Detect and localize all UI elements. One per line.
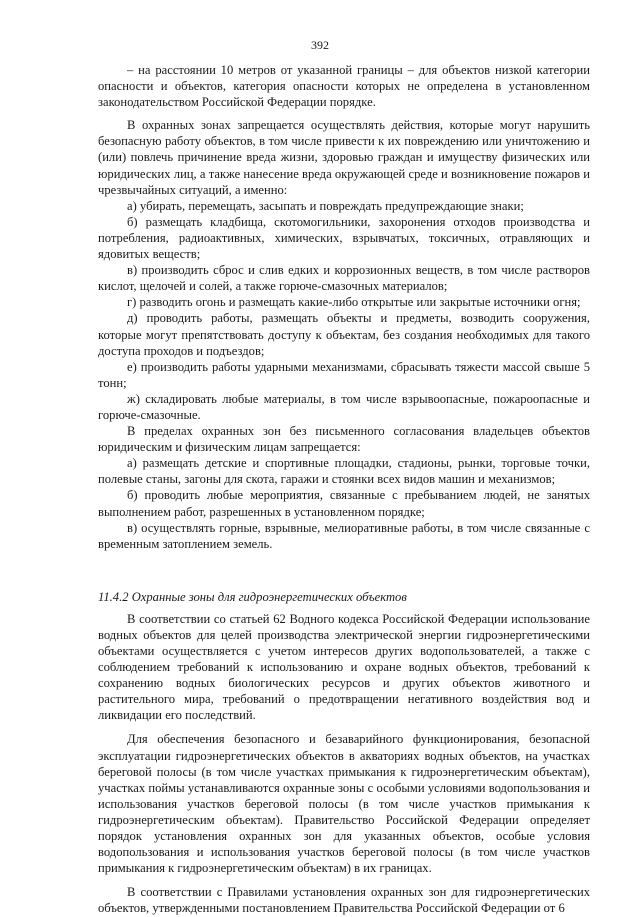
document-body xyxy=(98,62,590,917)
paragraph: – на расстоянии 10 метров от указанной границы – для объектов низкой категории опасности и объектов, категория опасности которых не определена в установленном законодательством Российской Федерации порядке. xyxy=(98,63,590,110)
paragraph: В соответствии со статьей 62 Водного кодекса Российской Федерации использование водных объектов для целей производства электрической энергии гидроэнергетическими объектами осуществляется с учетом интересов других водопользователей, а также с соблюдением требований к использованию и охране водных объектов, требований к сохранению водных биологических ресурсов и других объектов животного и растительного мира, требований о предотвращении негативного воздействия вод и ликвидации его последствий. xyxy=(98,611,590,723)
list-item: в) осуществлять горные, взрывные, мелиоративные работы, в том числе связанные с временным затоплением земель. xyxy=(98,520,590,551)
list-item: б) размещать кладбища, скотомогильники, захоронения отходов производства и потребления, радиоактивных, химических, взрывчатых, токсичных, отравляющих и ядовитых веществ; xyxy=(98,214,590,262)
list-item: б) проводить любые мероприятия, связанные с пребыванием людей, не занятых выполнением работ, разрешенных в установленном порядке; xyxy=(98,488,590,519)
page-number: 392 xyxy=(311,38,329,52)
section-heading: 11.4.2 Охранные зоны для гидроэнергетических объектов xyxy=(98,589,407,604)
list-item: е) производить работы ударными механизмами, сбрасывать тяжести массой свыше 5 тонн; xyxy=(98,359,590,390)
paragraph: В соответствии с Правилами установления охранных зон для гидроэнергетических объектов, утвержденными постановлением Правительства Российской Федерации от 6 xyxy=(98,885,590,916)
list-item: г) разводить огонь и размещать какие-либо открытые или закрытые источники огня; xyxy=(127,295,581,310)
list-item: а) убирать, перемещать, засыпать и повреждать предупреждающие знаки; xyxy=(127,198,524,213)
list-item: а) размещать детские и спортивные площадки, стадионы, рынки, торговые точки, полевые станы, загоны для скота, гаражи и стоянки всех видов машин и механизмов; xyxy=(98,456,590,487)
paragraph: В охранных зонах запрещается осуществлять действия, которые могут нарушить безопасную работу объектов, в том числе привести к их повреждению или уничтожению и (или) повлечь причинение вреда жизни, здоровью граждан и имуществу физических или юридических лиц, а также нанесение вреда окружающей среде и возникновение пожаров и чрезвычайных ситуаций, а именно: xyxy=(98,118,590,197)
paragraph: Для обеспечения безопасного и безаварийного функционирования, безопасной эксплуатации гидроэнергетических объектов в акваториях водных объектов, на участках береговой полосы (в том числе участках примыкания к гидроэнергетическим объектам), участках поймы устанавливаются охранные зоны с особыми условиями водопользования и использования участков береговой полосы (в том числе участков примыкания к гидроэнергетическим объектам). Правительство Российской Федерации определяет порядок установления охранных зон для указанных объектов, особые условия водопользования и использования участков береговой полосы (в том числе участков примыкания к гидроэнергетическим объектам) в их границах. xyxy=(98,732,590,876)
list-item: д) проводить работы, размещать объекты и предметы, возводить сооружения, которые могут препятствовать доступу к объектам, без создания необходимых для такого доступа проходов и подъездов; xyxy=(98,311,590,358)
paragraph: В пределах охранных зон без письменного согласования владельцев объектов юридическим и физическим лицам запрещается: xyxy=(98,424,590,455)
list-item: в) производить сброс и слив едких и коррозионных веществ, в том числе растворов кислот, щелочей и солей, а также горюче-смазочных материалов; xyxy=(98,263,590,294)
list-item: ж) складировать любые материалы, в том числе взрывоопасные, пожароопасные и горюче-смазочные. xyxy=(98,391,590,422)
